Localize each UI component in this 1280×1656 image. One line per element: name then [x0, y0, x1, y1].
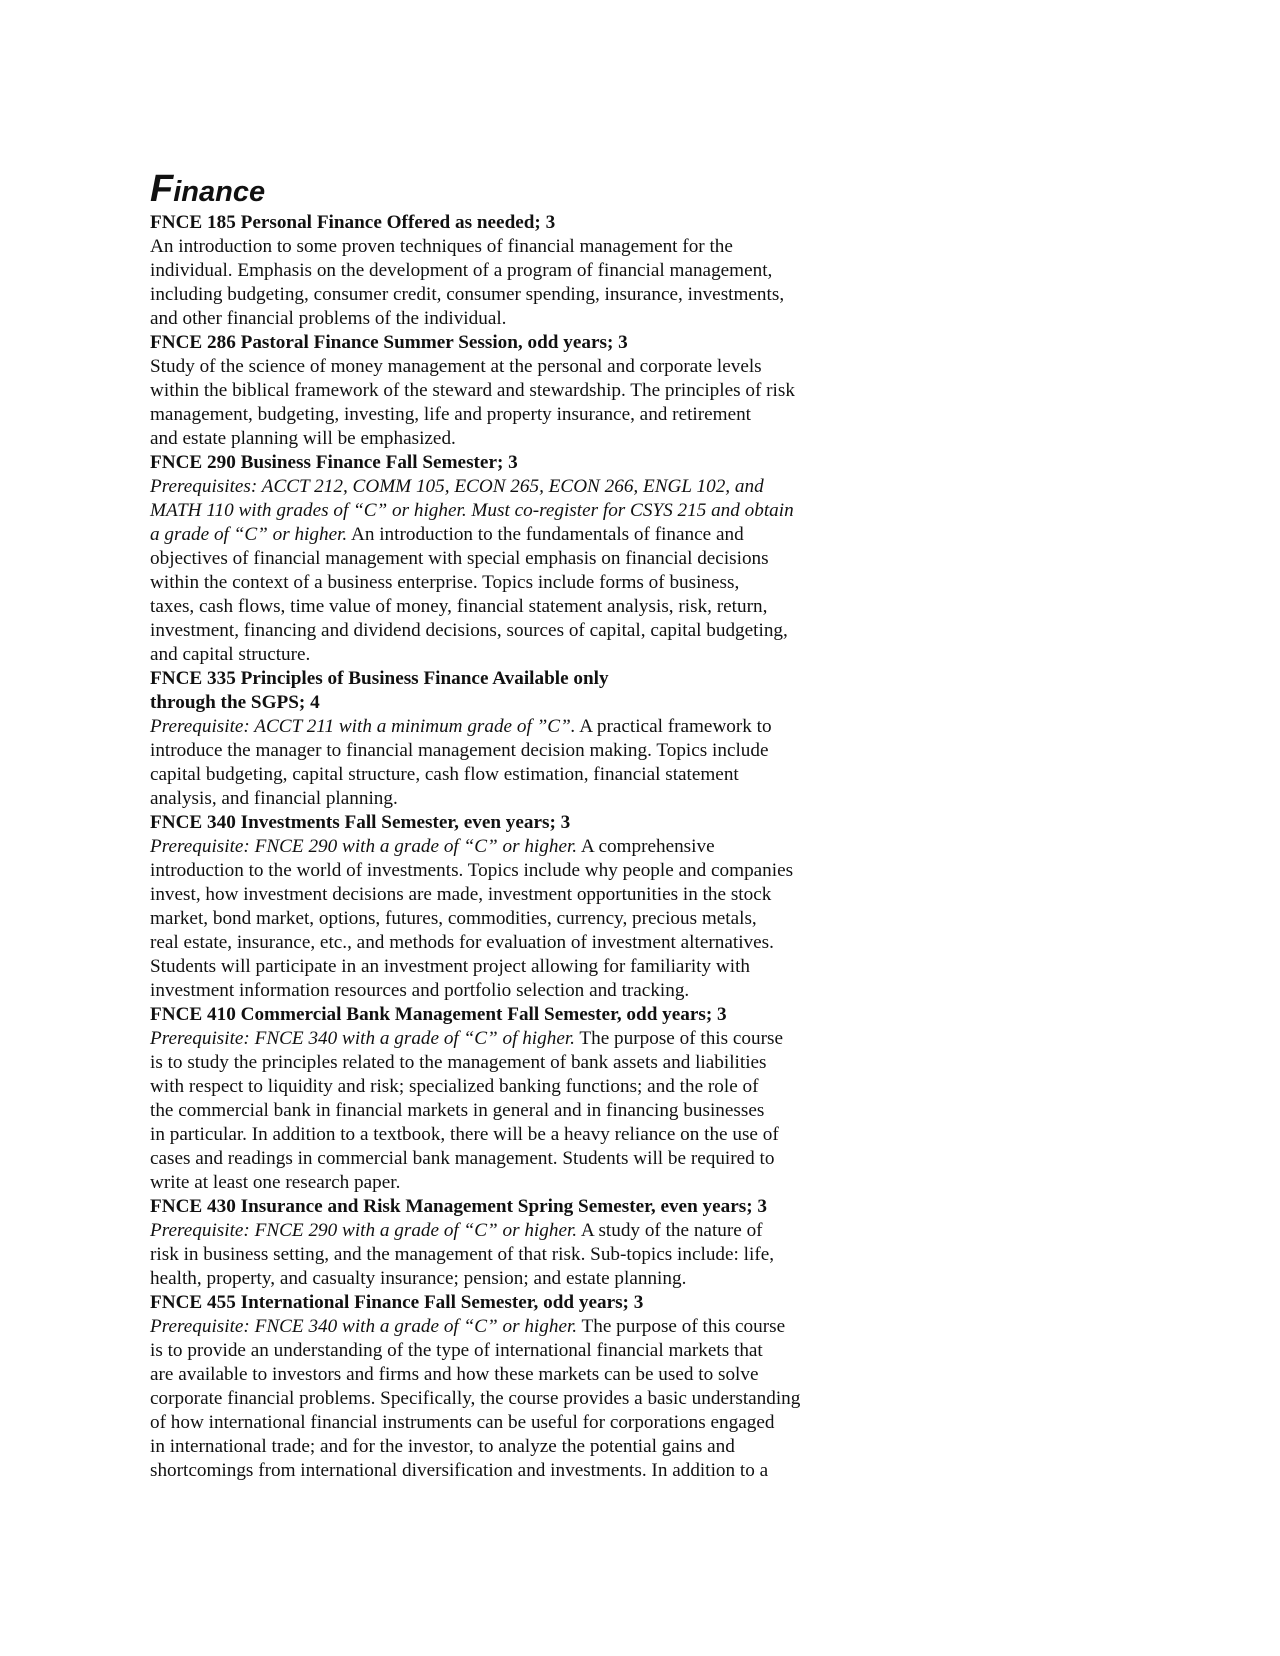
course-description-text: The purpose of this course	[574, 1028, 783, 1049]
course-heading: FNCE 185 Personal Finance Offered as needed; 3	[150, 212, 556, 233]
course-description-line: analysis, and financial planning.	[150, 788, 398, 809]
course-description-line	[150, 715, 870, 739]
course-heading: FNCE 335 Principles of Business Finance Available only	[150, 668, 609, 689]
course-heading: FNCE 290 Business Finance Fall Semester; 3	[150, 452, 518, 473]
course-prerequisite-text: Prerequisite: ACCT 211 with a minimum grade of ”C”.	[150, 716, 576, 737]
course-description-line: is to provide an understanding of the type of international financial markets that	[150, 1340, 763, 1361]
course-heading: through the SGPS; 4	[150, 692, 320, 713]
course-prerequisite-text: Prerequisite: FNCE 340 with a grade of “C” or higher.	[150, 1316, 578, 1337]
course-description-line: shortcomings from international diversification and investments. In addition to a	[150, 1460, 769, 1481]
course-description-line: capital budgeting, capital structure, cash flow estimation, financial statement	[150, 764, 739, 785]
course-description-line: investment, financing and dividend decisions, sources of capital, capital budgeting,	[150, 620, 788, 641]
course-heading: FNCE 430 Insurance and Risk Management Spring Semester, even years; 3	[150, 1196, 768, 1217]
course-description-text: An introduction to the fundamentals of finance and	[347, 524, 744, 545]
course-description-line: corporate financial problems. Specifically, the course provides a basic understanding	[150, 1388, 801, 1409]
course-description-line: of how international financial instruments can be useful for corporations engaged	[150, 1412, 775, 1433]
course-description-line: individual. Emphasis on the development of a program of financial management,	[150, 260, 773, 281]
course-description-line: the commercial bank in financial markets in general and in financing businesses	[150, 1100, 765, 1121]
course-description-line: is to study the principles related to the management of bank assets and liabilities	[150, 1052, 767, 1073]
course-description-line	[150, 835, 870, 859]
course-heading: FNCE 340 Investments Fall Semester, even years; 3	[150, 812, 571, 833]
course-description-line: Students will participate in an investment project allowing for familiarity with	[150, 956, 751, 977]
course-description-line: and other financial problems of the individual.	[150, 308, 507, 329]
course-description-line: within the context of a business enterprise. Topics include forms of business,	[150, 572, 740, 593]
course-description-line: cases and readings in commercial bank management. Students will be required to	[150, 1148, 775, 1169]
course-entry	[150, 451, 870, 667]
course-entry	[150, 667, 870, 811]
catalog-page	[150, 168, 870, 1483]
course-description-line: taxes, cash flows, time value of money, financial statement analysis, risk, return,	[150, 596, 768, 617]
course-description-text: A practical framework to	[575, 716, 772, 737]
course-description-line: and estate planning will be emphasized.	[150, 428, 456, 449]
course-description-line: introduce the manager to financial management decision making. Topics include	[150, 740, 769, 761]
course-description-line	[150, 523, 870, 547]
course-description-line: market, bond market, options, futures, commodities, currency, precious metals,	[150, 908, 757, 929]
course-description-line: real estate, insurance, etc., and methods for evaluation of investment alternatives.	[150, 932, 774, 953]
course-description-line: with respect to liquidity and risk; specialized banking functions; and the role of	[150, 1076, 759, 1097]
course-entry	[150, 331, 870, 451]
course-heading: FNCE 286 Pastoral Finance Summer Session, odd years; 3	[150, 332, 628, 353]
course-description-line: in particular. In addition to a textbook, there will be a heavy reliance on the use of	[150, 1124, 779, 1145]
course-heading: FNCE 455 International Finance Fall Semester, odd years; 3	[150, 1292, 644, 1313]
course-description-line: and capital structure.	[150, 644, 311, 665]
course-description-line: including budgeting, consumer credit, consumer spending, insurance, investments,	[150, 284, 785, 305]
course-description-line: An introduction to some proven techniques of financial management for the	[150, 236, 733, 257]
course-prerequisite-text: Prerequisite: FNCE 290 with a grade of “C” or higher.	[150, 1220, 578, 1241]
course-entry	[150, 211, 870, 331]
course-description-line: objectives of financial management with special emphasis on financial decisions	[150, 548, 769, 569]
course-heading: FNCE 410 Commercial Bank Management Fall Semester, odd years; 3	[150, 1004, 727, 1025]
course-prerequisite-line: Prerequisites: ACCT 212, COMM 105, ECON 265, ECON 266, ENGL 102, and	[150, 476, 764, 497]
course-description-line: risk in business setting, and the management of that risk. Sub-topics include: life,	[150, 1244, 775, 1265]
course-prerequisite-text: Prerequisite: FNCE 340 with a grade of “C” of higher.	[150, 1028, 575, 1049]
course-description-line: Study of the science of money management at the personal and corporate levels	[150, 356, 762, 377]
course-description-line: introduction to the world of investments. Topics include why people and companies	[150, 860, 794, 881]
course-description-text: A study of the nature of	[577, 1220, 763, 1241]
section-title: Finance	[150, 168, 266, 210]
course-description-line	[150, 1315, 870, 1339]
course-description-line: health, property, and casualty insurance; pension; and estate planning.	[150, 1268, 687, 1289]
course-prerequisite-text: a grade of “C” or higher.	[150, 524, 348, 545]
course-description-line: within the biblical framework of the steward and stewardship. The principles of risk	[150, 380, 795, 401]
course-description-line: investment information resources and portfolio selection and tracking.	[150, 980, 690, 1001]
course-description-line: in international trade; and for the investor, to analyze the potential gains and	[150, 1436, 735, 1457]
course-description-line	[150, 1219, 870, 1243]
course-entry	[150, 1195, 870, 1291]
course-description-line: write at least one research paper.	[150, 1172, 401, 1193]
course-description-line: management, budgeting, investing, life and property insurance, and retirement	[150, 404, 752, 425]
course-description-line: are available to investors and firms and how these markets can be used to solve	[150, 1364, 759, 1385]
course-entry	[150, 1291, 870, 1483]
course-entry	[150, 811, 870, 1003]
course-entry	[150, 1003, 870, 1195]
course-description-line	[150, 1027, 870, 1051]
course-description-line: invest, how investment decisions are made, investment opportunities in the stock	[150, 884, 772, 905]
course-description-text: A comprehensive	[577, 836, 715, 857]
course-prerequisite-line: MATH 110 with grades of “C” or higher. Must co-register for CSYS 215 and obtain	[150, 500, 794, 521]
course-description-text: The purpose of this course	[577, 1316, 786, 1337]
course-prerequisite-text: Prerequisite: FNCE 290 with a grade of “C” or higher.	[150, 836, 578, 857]
